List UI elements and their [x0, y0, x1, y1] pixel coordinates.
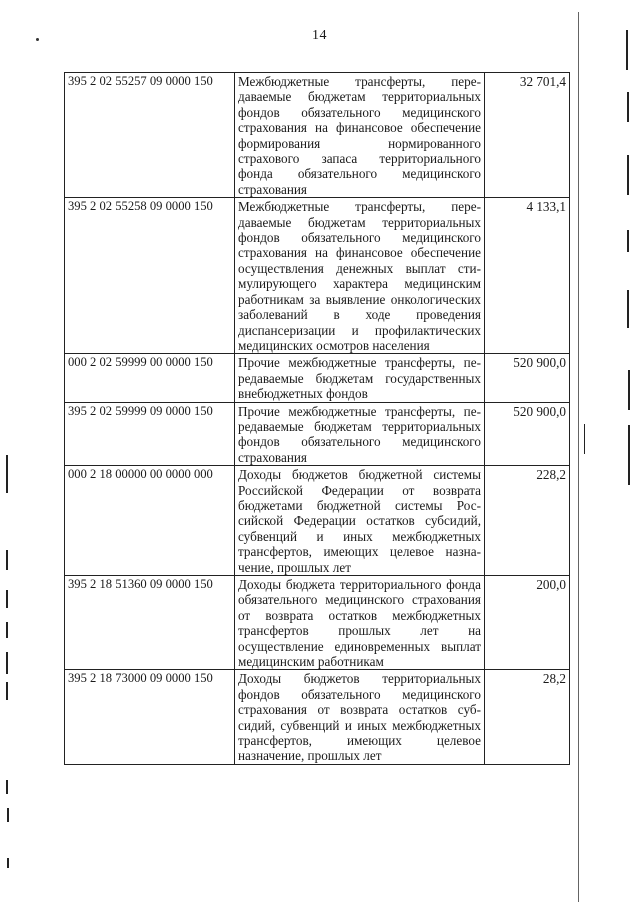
amount-cell: 200,0 — [485, 576, 570, 670]
amount-cell: 520 900,0 — [485, 354, 570, 402]
amount-cell: 228,2 — [485, 466, 570, 576]
amount-cell: 32 701,4 — [485, 73, 570, 198]
table-row — [65, 354, 570, 402]
budget-revenue-table — [64, 72, 570, 765]
budget-code-cell: 395 2 02 55257 09 0000 150 — [65, 73, 235, 198]
table-row — [65, 73, 570, 198]
budget-code-cell: 395 2 18 51360 09 0000 150 — [65, 576, 235, 670]
description-cell: Доходы бюджетов территориальных фондов обязательного медицинского страхования от возврата остатков субсидий, субвенций и иных межбюджетных трансфертов, имеющих целевое назначение, прошлых лет — [235, 670, 485, 764]
table-row — [65, 402, 570, 466]
description-cell: Межбюджетные трансферты, передаваемые бюджетам территориальных фондов обязательного медицинского страхования на финансовое обеспечение осуществления денежных выплат стимулирующего характера медицинским работникам за выявление онкологических заболеваний в ходе проведения диспансеризации и профилактических медицинских осмотров населения — [235, 198, 485, 354]
budget-code-cell: 000 2 02 59999 00 0000 150 — [65, 354, 235, 402]
amount-cell: 28,2 — [485, 670, 570, 764]
budget-code-cell: 395 2 02 55258 09 0000 150 — [65, 198, 235, 354]
scan-speck — [36, 38, 39, 41]
description-cell: Прочие межбюджетные трансферты, передаваемые бюджетам государственных внебюджетных фондов — [235, 354, 485, 402]
description-cell: Межбюджетные трансферты, передаваемые бюджетам территориальных фондов обязательного медицинского страхования на финансовое обеспечение формирования нормированного страхового запаса территориального фонда обязательного медицинского страхования — [235, 73, 485, 198]
budget-code-cell: 395 2 18 73000 09 0000 150 — [65, 670, 235, 764]
amount-cell: 4 133,1 — [485, 198, 570, 354]
table-row — [65, 576, 570, 670]
budget-code-cell: 000 2 18 00000 00 0000 000 — [65, 466, 235, 576]
amount-cell: 520 900,0 — [485, 402, 570, 466]
table-row — [65, 670, 570, 764]
description-cell: Доходы бюджета территориального фонда обязательного медицинского страхования от возврата остатков межбюджетных трансфертов прошлых лет на осуществление единовременных выплат медицинским работникам — [235, 576, 485, 670]
table-row — [65, 198, 570, 354]
table-row — [65, 466, 570, 576]
page-number: 14 — [312, 28, 327, 43]
budget-code-cell: 395 2 02 59999 09 0000 150 — [65, 402, 235, 466]
description-cell: Прочие межбюджетные трансферты, передаваемые бюджетам территориальных фондов обязательного медицинского страхования — [235, 402, 485, 466]
description-cell: Доходы бюджетов бюджетной системы Российской Федерации от возврата бюджетами бюджетной системы Российской Федерации остатков субсидий, субвенций и иных межбюджетных трансфертов, имеющих целевое назначение, прошлых лет — [235, 466, 485, 576]
